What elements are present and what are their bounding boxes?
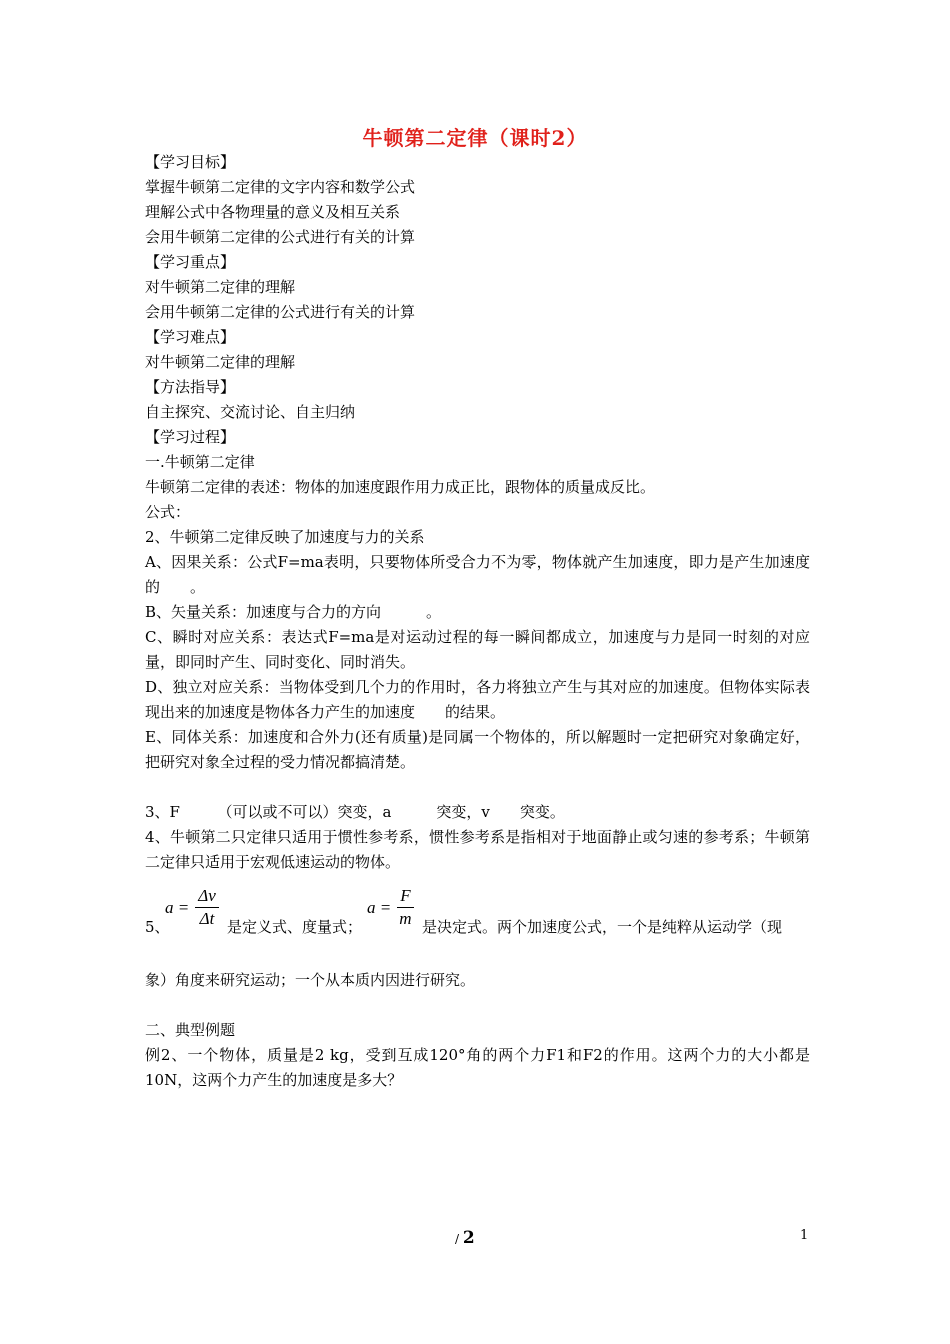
page-title: 牛顿第二定律（课时2） xyxy=(362,126,588,150)
paragraph-causal: A、因果关系：公式F=ma表明，只要物体所受合力不为零，物体就产生加速度，即力是产生加速度的 。 xyxy=(145,553,810,596)
example-problem: 例2、一个物体，质量是2 kg，受到互成120°角的两个力F1和F2的作用。这两个力的大小都是10N，这两个力产生的加速度是多大？ xyxy=(145,1046,810,1089)
formula-denominator: m xyxy=(399,909,412,928)
formula-definition xyxy=(165,885,219,930)
text-line: 【学习重点】 xyxy=(145,253,236,271)
item-5-continuation: 象）角度来研究运动；一个从本质内因进行研究。 xyxy=(145,971,476,989)
text-line: 【学习难点】 xyxy=(145,328,236,346)
text-line: 对牛顿第二定律的理解 xyxy=(145,278,296,296)
text-line: 【方法指导】 xyxy=(145,378,236,396)
paragraph-vector: B、矢量关系：加速度与合力的方向 。 xyxy=(145,603,442,621)
section-heading: 二、典型例题 xyxy=(145,1021,236,1039)
text-line: 掌握牛顿第二定律的文字内容和数学公式 xyxy=(145,178,416,196)
text-line: 一.牛顿第二定律 xyxy=(145,453,255,471)
formula-denominator: Δt xyxy=(199,909,215,928)
item-5-formulas xyxy=(145,885,810,943)
paragraph-instantaneous: C、瞬时对应关系：表达式F=ma是对运动过程的每一瞬间都成立，加速度与力是同一时刻的对应量，即同时产生、同时变化、同时消失。 xyxy=(145,628,810,671)
page-number: 1 xyxy=(800,1228,809,1243)
text-line: 【学习目标】 xyxy=(145,153,236,171)
text-line: 公式： xyxy=(145,503,191,521)
formula-lhs: a = xyxy=(367,898,392,917)
definition-text: 是定义式、度量式； xyxy=(227,918,363,936)
decisive-text: 是决定式。两个加速度公式，一个是纯粹从运动学（现 xyxy=(422,918,783,936)
text-line: 2、牛顿第二定律反映了加速度与力的关系 xyxy=(145,528,425,546)
text-line: 自主探究、交流讨论、自主归纳 xyxy=(145,403,356,421)
formula-numerator: F xyxy=(397,885,413,908)
item-5-label: 5、 xyxy=(145,918,170,936)
paragraph-independent: D、独立对应关系：当物体受到几个力的作用时，各力将独立产生与其对应的加速度。但物体实际表现出来的加速度是物体各力产生的加速度 的结果。 xyxy=(145,678,810,721)
text-line: 理解公式中各物理量的意义及相互关系 xyxy=(145,203,401,221)
item-3: 3、F （可以或不可以）突变，a 突变，v 突变。 xyxy=(145,803,565,821)
page-total: / 2 xyxy=(455,1228,475,1248)
text-line: 牛顿第二定律的表述：物体的加速度跟作用力成正比，跟物体的质量成反比。 xyxy=(145,478,656,496)
formula-numerator: Δv xyxy=(195,885,219,908)
formula-decisive xyxy=(367,885,414,930)
text-line: 会用牛顿第二定律的公式进行有关的计算 xyxy=(145,303,416,321)
text-line: 对牛顿第二定律的理解 xyxy=(145,353,296,371)
paragraph-same-body: E、同体关系：加速度和合外力(还有质量)是同属一个物体的，所以解题时一定把研究对象确定好，把研究对象全过程的受力情况都搞清楚。 xyxy=(145,728,810,771)
text-line: 会用牛顿第二定律的公式进行有关的计算 xyxy=(145,228,416,246)
formula-lhs: a = xyxy=(165,898,190,917)
item-4: 4、牛顿第二只定律只适用于惯性参考系，惯性参考系是指相对于地面静止或匀速的参考系；牛顿第二定律只适用于宏观低速运动的物体。 xyxy=(145,828,810,871)
text-line: 【学习过程】 xyxy=(145,428,236,446)
document-body xyxy=(145,150,810,1093)
